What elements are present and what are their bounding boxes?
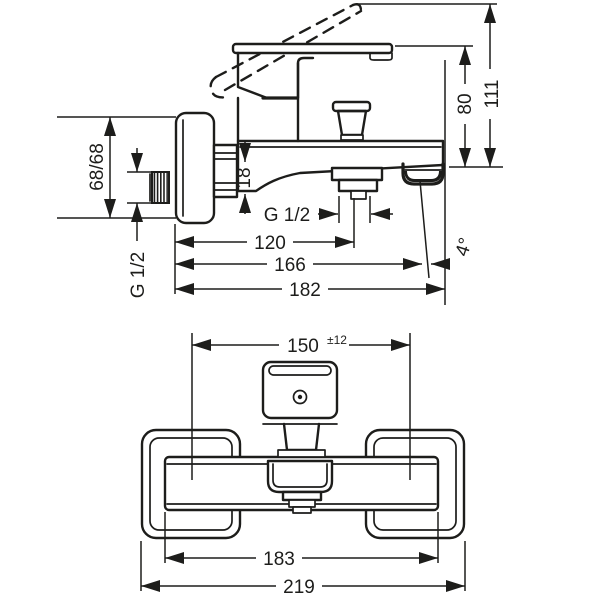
dim-inlet-spacing-label: 150 — [287, 336, 319, 357]
dim-outlet-thread-label: G 1/2 — [263, 205, 311, 226]
dim-inlet-thread-label: G 1/2 — [128, 251, 149, 299]
dim-body-width-label: 183 — [263, 549, 295, 570]
dim-nipple-label: 18 — [234, 167, 255, 189]
front-view — [141, 333, 465, 598]
mixer-body-column — [238, 63, 298, 141]
dim-total-height-label: 111 — [482, 79, 503, 109]
dim-body-width — [165, 548, 438, 570]
dim-spout-angle — [431, 235, 477, 264]
dim-port-depth — [175, 232, 354, 254]
handle-front — [263, 362, 337, 457]
dim-total-depth — [175, 279, 445, 301]
inlet-thread-nipple — [150, 172, 169, 203]
dim-escutcheon-label: 68/68 — [87, 143, 108, 191]
dim-total-height — [481, 4, 503, 167]
dim-total-depth-label: 182 — [289, 280, 321, 301]
dim-total-width-label: 219 — [283, 577, 315, 598]
wall-escutcheon-side — [176, 113, 214, 223]
hose-connection-port — [332, 168, 382, 199]
dim-handle-height-label: 80 — [455, 93, 476, 115]
dim-spout-depth — [175, 254, 422, 276]
dim-total-width — [141, 576, 465, 598]
dim-handle-height — [454, 46, 476, 167]
dim-port-depth-label: 120 — [254, 233, 286, 254]
top-view-side-elevation — [57, 4, 503, 305]
dim-inlet-spacing — [192, 333, 410, 357]
dim-spout-depth-label: 166 — [274, 255, 306, 276]
dim-inlet-spacing-tolerance-label: ±12 — [327, 333, 347, 347]
diverter-knob — [333, 102, 370, 140]
dim-outlet-thread — [264, 205, 393, 226]
dim-spout-angle-label: 4° — [451, 235, 478, 260]
dim-escutcheon — [87, 117, 110, 218]
dim-inlet-thread — [128, 148, 149, 298]
